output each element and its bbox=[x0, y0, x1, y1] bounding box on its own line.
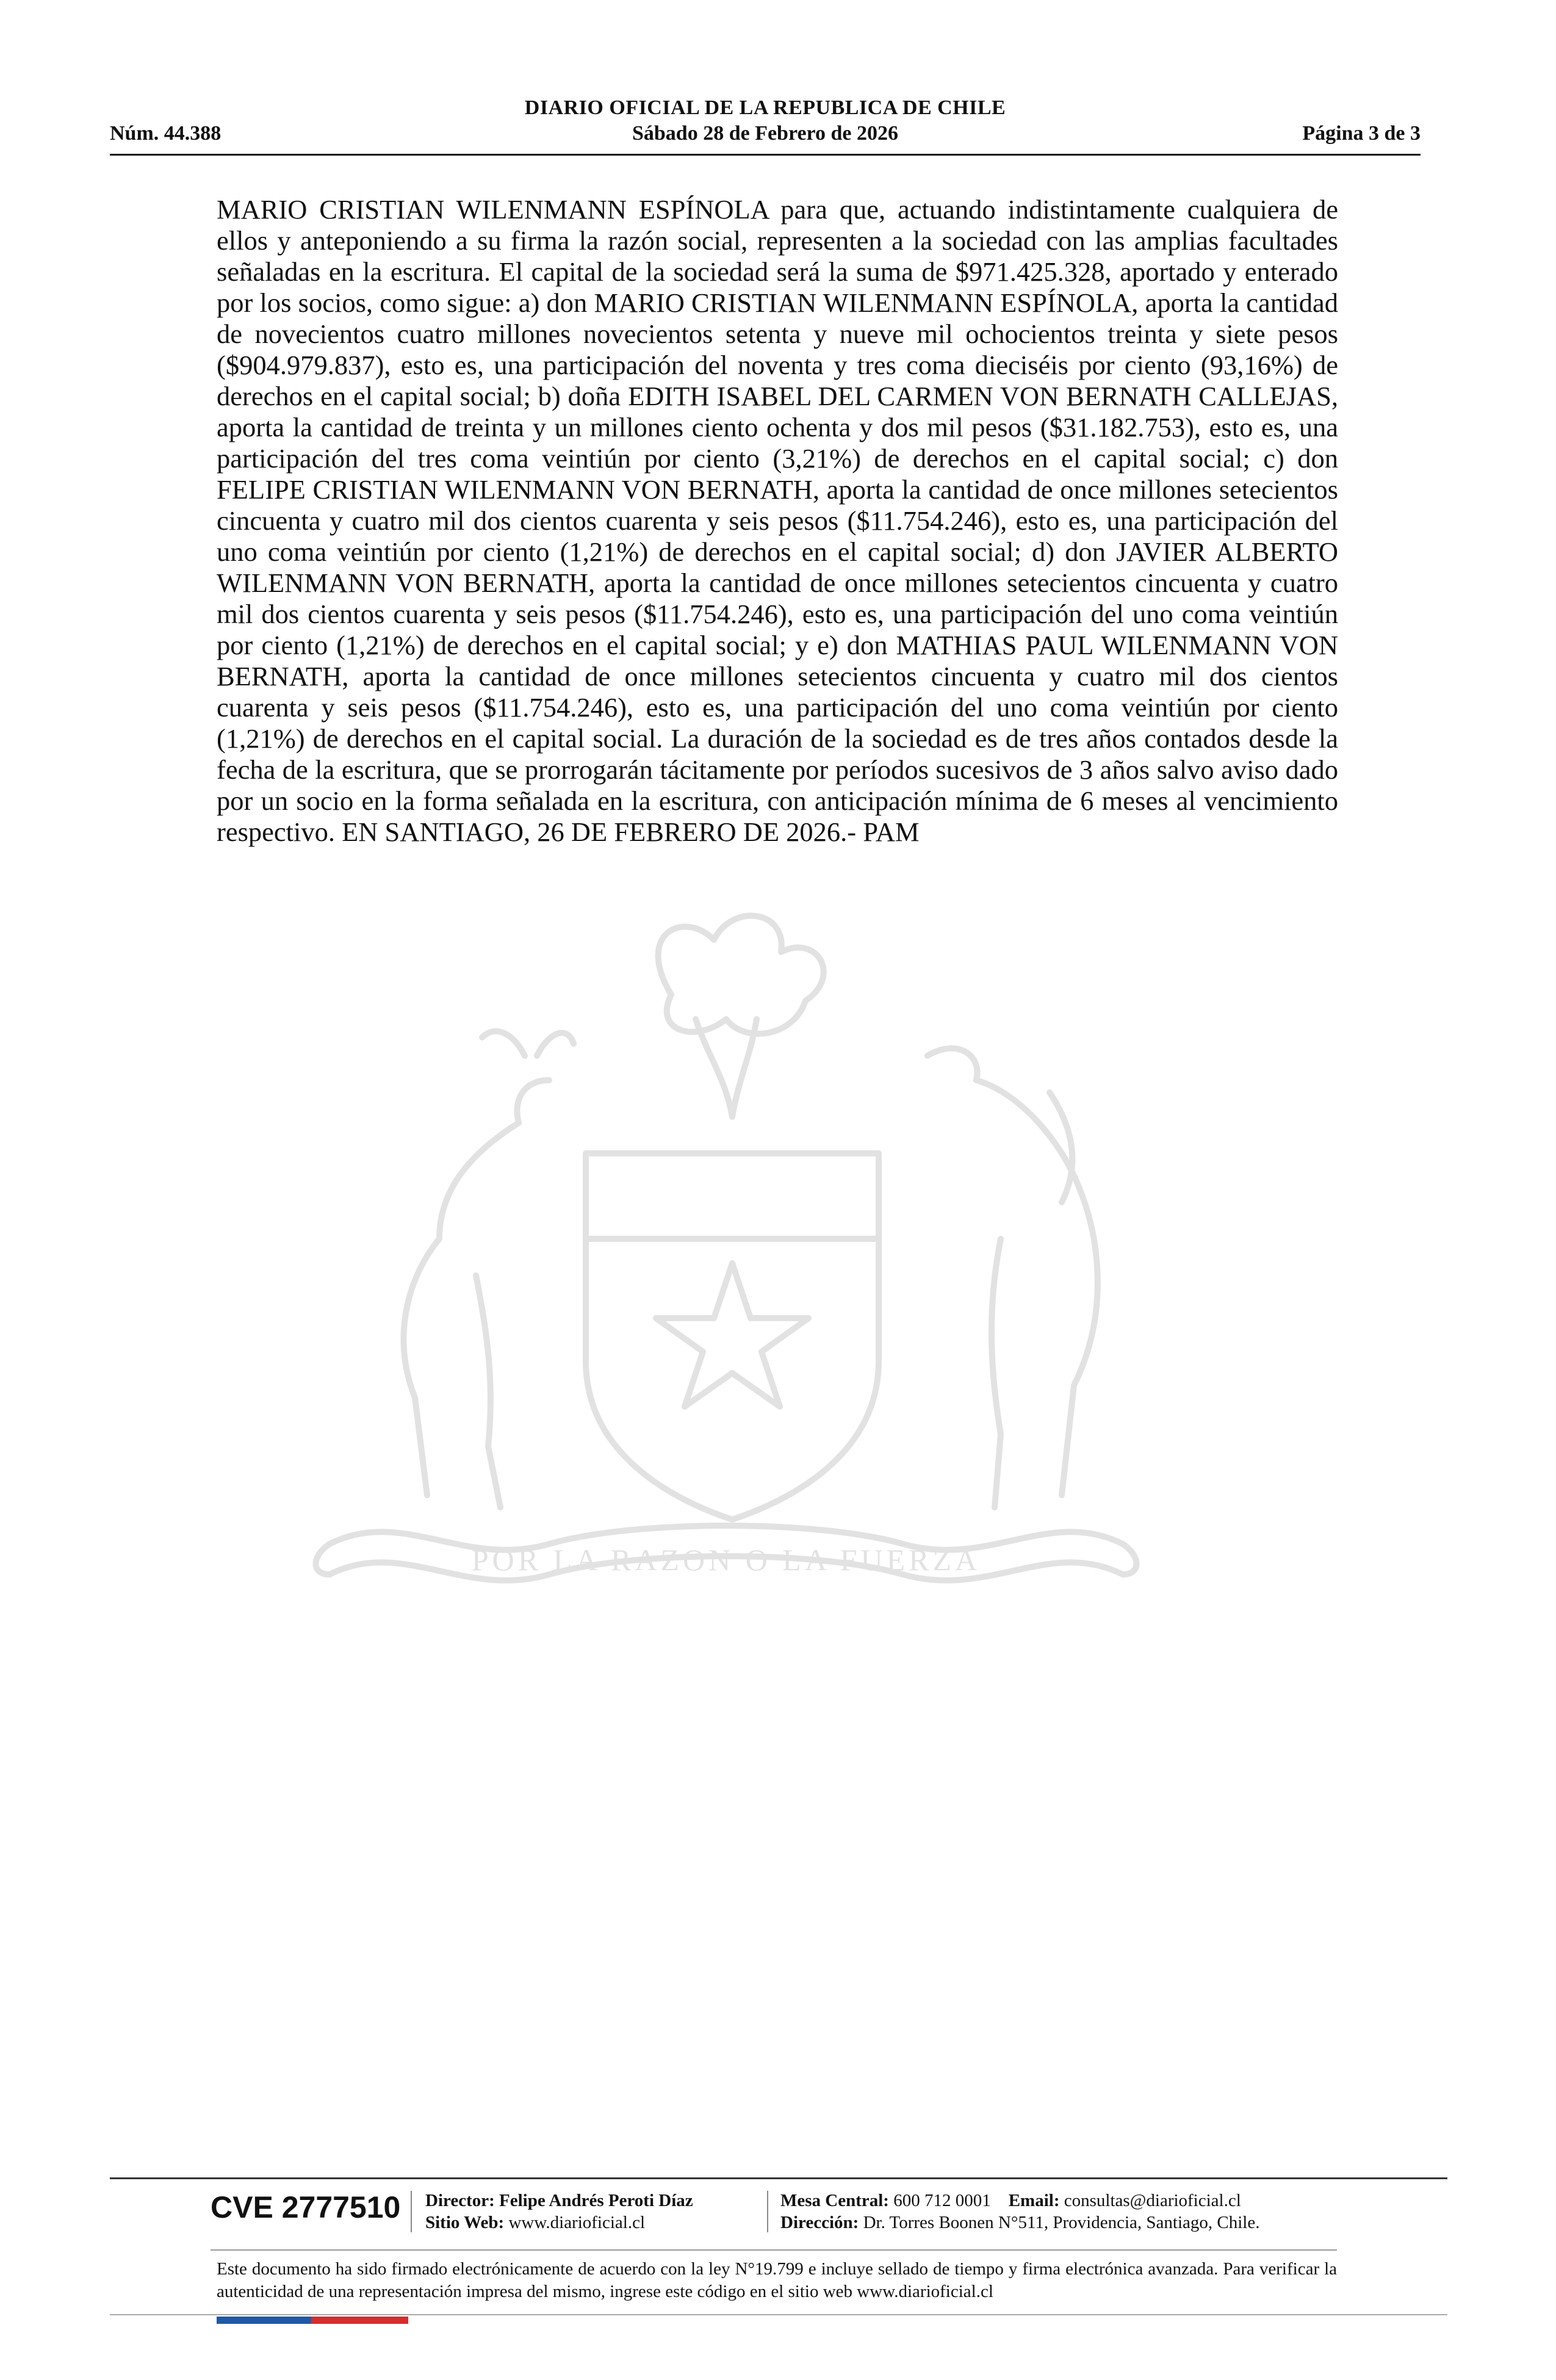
footer-contact-block bbox=[780, 2190, 1259, 2234]
body-paragraph: MARIO CRISTIAN WILENMANN ESPÍNOLA para que, actuando indistintamente cualquiera de ellos y anteponiendo a su firma la razón social, representen a la sociedad con las amplias facultades señaladas en la escritura. El capital de la sociedad será la suma de $971.425.328, aportado y enterado por los socios, como sigue: a) don MARIO CRISTIAN WILENMANN ESPÍNOLA, aporta la cantidad de novecientos cuatro millones novecientos setenta y nueve mil ochocientos treinta y siete pesos ($904.979.837), esto es, una participación del noventa y tres coma dieciséis por ciento (93,16%) de derechos en el capital social; b) doña EDITH ISABEL DEL CARMEN VON BERNATH CALLEJAS, aporta la cantidad de treinta y un millones ciento ochenta y dos mil pesos ($31.182.753), esto es, una participación del tres coma veintiún por ciento (3,21%) de derechos en el capital social; c) don FELIPE CRISTIAN WILENMANN VON BERNATH, aporta la cantidad de once millones setecientos cincuenta y cuatro mil dos cientos cuarenta y seis pesos ($11.754.246), esto es, una participación del uno coma veintiún por ciento (1,21%) de derechos en el capital social; d) don JAVIER ALBERTO WILENMANN VON BERNATH, aporta la cantidad de once millones setecientos cincuenta y cuatro mil dos cientos cuarenta y seis pesos ($11.754.246), esto es, una participación del uno coma veintiún por ciento (1,21%) de derechos en el capital social; y e) don MATHIAS PAUL WILENMANN VON BERNATH, aporta la cantidad de once millones setecientos cincuenta y cuatro mil dos cientos cuarenta y seis pesos ($11.754.246), esto es, una participación del uno coma veintiún por ciento (1,21%) de derechos en el capital social. La duración de la sociedad es de tres años contados desde la fecha de la escritura, que se prorrogarán tácitamente por períodos sucesivos de 3 años salvo aviso dado por un socio en la forma señalada en la escritura, con anticipación mínima de 6 meses al vencimiento respectivo. EN SANTIAGO, 26 DE FEBRERO DE 2026.- PAM bbox=[217, 194, 1338, 847]
flag-color-bar bbox=[217, 2317, 408, 2324]
page-header bbox=[110, 93, 1421, 160]
email-label: Email: bbox=[1008, 2191, 1060, 2210]
address-label: Dirección: bbox=[780, 2213, 859, 2232]
coat-of-arms-watermark bbox=[207, 897, 1245, 1666]
footer-director-block bbox=[425, 2190, 693, 2234]
director-name: Felipe Andrés Peroti Díaz bbox=[499, 2191, 693, 2210]
website-link[interactable]: www.diarioficial.cl bbox=[508, 2213, 646, 2232]
flag-red-segment bbox=[311, 2317, 408, 2324]
footer-divider-bottom bbox=[110, 2314, 1447, 2315]
email-link[interactable]: consultas@diarioficial.cl bbox=[1064, 2191, 1241, 2210]
cve-code: CVE 2777510 bbox=[211, 2190, 401, 2224]
mesa-central-phone: 600 712 0001 bbox=[893, 2191, 991, 2210]
page-indicator: Página 3 de 3 bbox=[1302, 122, 1421, 145]
publication-title: DIARIO OFICIAL DE LA REPUBLICA DE CHILE bbox=[524, 96, 1006, 119]
header-divider bbox=[110, 154, 1421, 156]
watermark-motto: POR LA RAZON O LA FUERZA bbox=[471, 1543, 981, 1577]
footer-divider-middle bbox=[211, 2249, 1337, 2251]
website-label: Sitio Web: bbox=[425, 2213, 505, 2232]
footer-divider-top bbox=[110, 2177, 1447, 2179]
flag-blue-segment bbox=[217, 2317, 311, 2324]
footer-separator bbox=[411, 2191, 412, 2232]
mesa-central-label: Mesa Central: bbox=[780, 2191, 889, 2210]
footer-separator bbox=[767, 2191, 768, 2232]
address-value: Dr. Torres Boonen N°511, Providencia, Santiago, Chile. bbox=[863, 2213, 1260, 2232]
issue-date: Sábado 28 de Febrero de 2026 bbox=[632, 122, 899, 145]
issue-number: Núm. 44.388 bbox=[110, 122, 222, 145]
signature-notice: Este documento ha sido firmado electrónicamente de acuerdo con la ley N°19.799 e incluye sellado de tiempo y firma electrónica avanzada. Para verificar la autenticidad de una representación impresa del mismo, ingrese este código en el sitio web www.diarioficial.cl bbox=[217, 2259, 1337, 2301]
director-label: Director: bbox=[425, 2191, 495, 2210]
